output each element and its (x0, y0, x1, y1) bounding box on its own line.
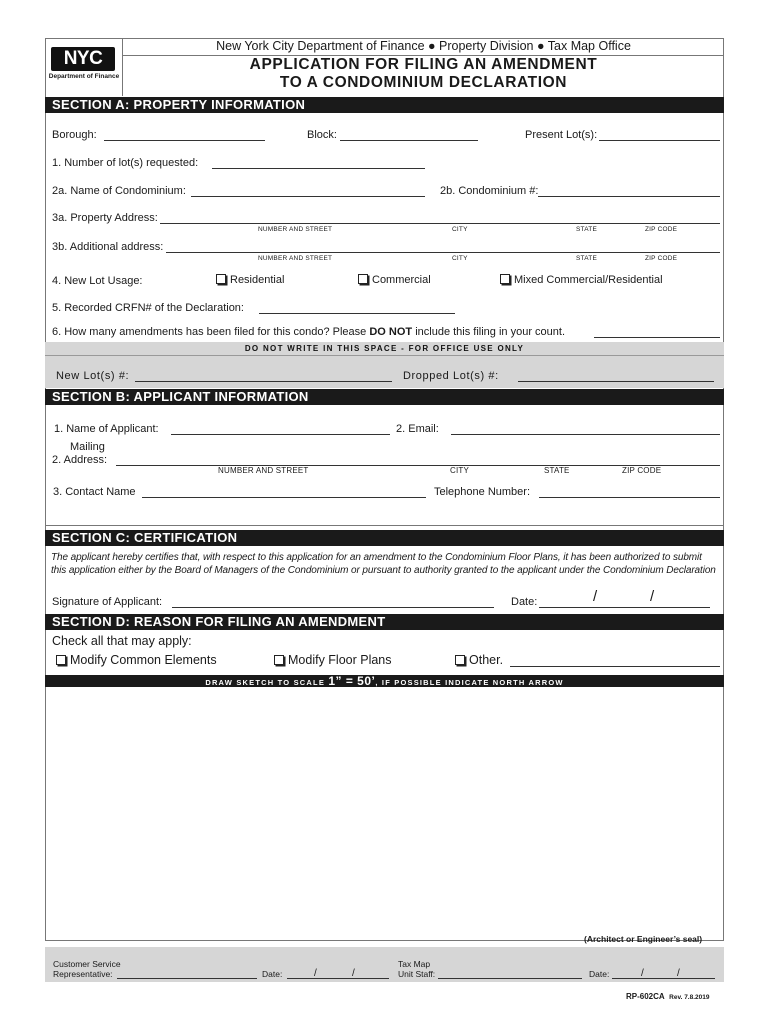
signature-label: Signature of Applicant: (52, 596, 163, 608)
option-commercial[interactable] (358, 274, 431, 287)
checkbox-icon[interactable] (274, 655, 284, 665)
sketch-banner-text: DRAW SKETCH TO SCALE (205, 678, 329, 687)
tax-map-label-2: Unit Staff: (398, 969, 436, 979)
additional-address-label: 3b. Additional address: (52, 241, 164, 253)
applicant-name-field[interactable] (171, 434, 390, 435)
option-residential-label: Residential (230, 274, 285, 286)
office-use-banner: DO NOT WRITE IN THIS SPACE - FOR OFFICE USE ONLY (244, 344, 525, 353)
amendments-count-field[interactable] (594, 337, 720, 338)
present-lots-field[interactable] (599, 140, 720, 141)
addr-state-caption: STATE (576, 255, 597, 262)
amendments-count-label (52, 326, 565, 339)
addr-zip-caption: ZIP CODE (645, 226, 678, 233)
addr-state-caption: STATE (576, 226, 597, 233)
option-other[interactable] (455, 653, 503, 668)
option-common-elements-label: Modify Common Elements (70, 653, 217, 667)
checkbox-icon[interactable] (455, 655, 465, 665)
option-mixed[interactable] (500, 274, 663, 287)
addr-number-street-caption: NUMBER AND STREET (258, 226, 333, 233)
new-lot-usage-label: 4. New Lot Usage: (52, 275, 143, 287)
amendments-count-text: 6. How many amendments has been filed for this condo? Please (52, 326, 370, 338)
option-floor-plans-label: Modify Floor Plans (288, 653, 392, 667)
sketch-banner (45, 675, 724, 687)
addr-zip-caption: ZIP CODE (622, 466, 662, 475)
amendments-count-text-end: include this filing in your count. (412, 326, 566, 338)
certification-date-field[interactable] (539, 607, 710, 608)
section-divider (45, 525, 724, 526)
csr-date-field[interactable] (287, 978, 389, 979)
present-lots-label: Present Lot(s): (525, 129, 598, 141)
sketch-area[interactable] (45, 687, 724, 941)
dropped-lots-field[interactable] (518, 381, 714, 382)
property-address-field[interactable] (160, 223, 720, 224)
telephone-field[interactable] (539, 497, 720, 498)
additional-address-field[interactable] (166, 252, 720, 253)
section-d-header: SECTION D: REASON FOR FILING AN AMENDMENT (45, 614, 724, 630)
form-number (626, 990, 710, 1004)
contact-name-field[interactable] (142, 497, 426, 498)
email-label: 2. Email: (396, 423, 439, 435)
option-residential[interactable] (216, 274, 284, 287)
option-floor-plans[interactable] (274, 653, 392, 668)
nyc-logo-mark: NYC (51, 47, 115, 71)
borough-field[interactable] (104, 140, 265, 141)
lots-requested-field[interactable] (212, 168, 425, 169)
option-mixed-label: Mixed Commercial/Residential (514, 274, 663, 286)
section-a-header: SECTION A: PROPERTY INFORMATION (45, 97, 724, 113)
borough-label: Borough: (52, 129, 97, 141)
checkbox-icon[interactable] (358, 274, 368, 284)
checkbox-icon[interactable] (56, 655, 66, 665)
seal-label: (Architect or Engineer’s seal) (584, 934, 703, 944)
certification-text-2: this application either by the Board of Managers of the Condominium or pursuant to authority granted to the applicant under the Condominium Declaration (51, 565, 716, 576)
telephone-label: Telephone Number: (434, 486, 531, 498)
addr-state-caption: STATE (544, 466, 570, 475)
crfn-field[interactable] (259, 313, 455, 314)
new-lots-field[interactable] (135, 381, 392, 382)
sketch-banner-text-end: , IF POSSIBLE INDICATE NORTH ARROW (375, 678, 564, 687)
other-reason-field[interactable] (510, 666, 720, 667)
checkbox-icon[interactable] (216, 274, 226, 284)
dropped-lots-label: Dropped Lot(s) #: (403, 370, 499, 382)
tax-map-staff-field[interactable] (438, 978, 582, 979)
date-separator: / (677, 968, 680, 979)
date-separator: / (314, 968, 317, 979)
mailing-address-label: 2. Address: (52, 454, 108, 466)
csr-label-1: Customer Service (53, 959, 121, 969)
option-commercial-label: Commercial (372, 274, 431, 286)
property-address-label: 3a. Property Address: (52, 212, 158, 224)
block-label: Block: (307, 129, 337, 141)
csr-field[interactable] (117, 978, 257, 979)
addr-city-caption: CITY (450, 466, 470, 475)
nyc-logo (45, 38, 123, 96)
condo-number-label: 2b. Condominium #: (440, 185, 539, 197)
option-common-elements[interactable] (56, 653, 217, 668)
certification-date-label: Date: (511, 596, 538, 608)
addr-zip-caption: ZIP CODE (645, 255, 678, 262)
option-other-label: Other. (469, 653, 504, 667)
applicant-name-label: 1. Name of Applicant: (54, 423, 159, 435)
do-not-emphasis: DO NOT (369, 326, 413, 338)
office-use-divider (45, 355, 724, 356)
mailing-label: Mailing (70, 441, 105, 453)
check-all-label: Check all that may apply: (52, 634, 192, 648)
date-separator: / (352, 968, 355, 979)
checkbox-icon[interactable] (500, 274, 510, 284)
form-title-line2: TO A CONDOMINIUM DECLARATION (279, 74, 568, 91)
sketch-scale: 1” = 50’ (328, 674, 376, 688)
condo-name-field[interactable] (191, 196, 425, 197)
crfn-label: 5. Recorded CRFN# of the Declaration: (52, 302, 244, 314)
block-field[interactable] (340, 140, 478, 141)
form-number-code: RP-602CA (626, 992, 665, 1001)
addr-city-caption: CITY (452, 255, 468, 262)
condo-name-label: 2a. Name of Condominium: (52, 185, 186, 197)
department-name: Department of Finance (48, 73, 120, 80)
tax-map-label-1: Tax Map (398, 959, 431, 969)
tax-map-date-field[interactable] (612, 978, 715, 979)
footer-office-area (45, 947, 724, 982)
signature-field[interactable] (172, 607, 494, 608)
csr-label-2: Representative: (53, 969, 113, 979)
date-separator: / (641, 968, 644, 979)
form-revision: Rev. 7.8.2019 (669, 994, 710, 1001)
section-b-header: SECTION B: APPLICANT INFORMATION (45, 389, 724, 405)
tax-map-date-label: Date: (589, 969, 610, 979)
form-title-line1: APPLICATION FOR FILING AN AMENDMENT (249, 56, 598, 73)
new-lots-label: New Lot(s) #: (56, 370, 130, 382)
date-separator: / (650, 588, 655, 605)
csr-date-label: Date: (262, 969, 283, 979)
email-field[interactable] (451, 434, 720, 435)
section-c-header: SECTION C: CERTIFICATION (45, 530, 724, 546)
addr-city-caption: CITY (452, 226, 468, 233)
condo-number-field[interactable] (538, 196, 720, 197)
date-separator: / (593, 588, 598, 605)
addr-number-street-caption: NUMBER AND STREET (258, 255, 333, 262)
certification-text-1: The applicant hereby certifies that, with respect to this application for an amendment to the Condominium Floor Plans, it has been authorized to submit (51, 552, 702, 563)
addr-number-street-caption: NUMBER AND STREET (218, 466, 309, 475)
contact-name-label: 3. Contact Name (53, 486, 136, 498)
agency-line: New York City Department of Finance ● Property Division ● Tax Map Office (123, 38, 724, 56)
lots-requested-label: 1. Number of lot(s) requested: (52, 157, 199, 169)
